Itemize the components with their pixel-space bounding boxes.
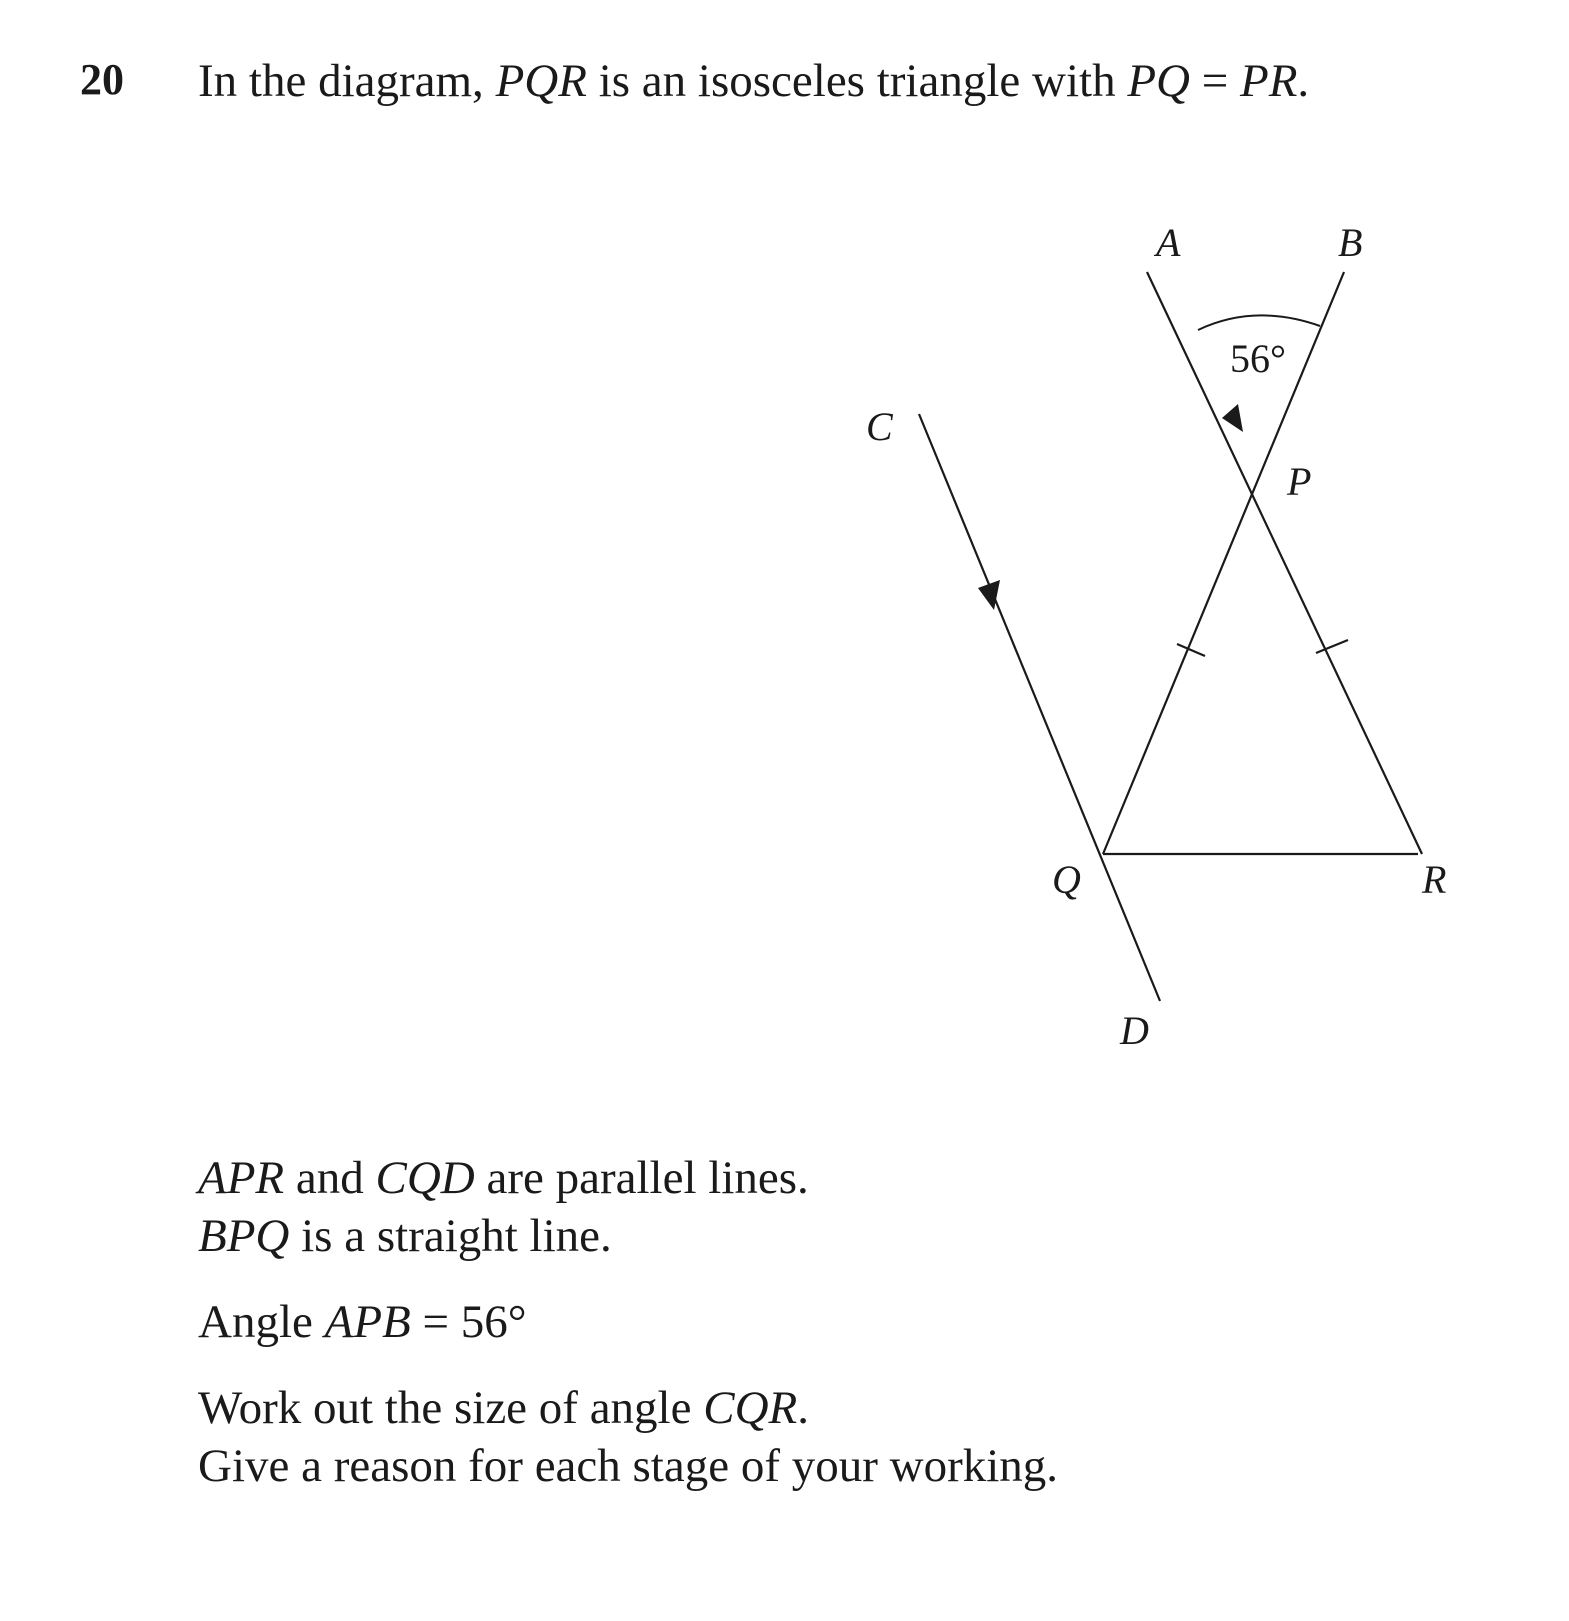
statement-angle-word: Angle — [198, 1296, 325, 1348]
statement-cqr: CQR — [703, 1382, 798, 1434]
intro-pq: PQ — [1127, 55, 1190, 107]
parallel-arrow-ap — [1222, 404, 1243, 432]
intro-pr: PR — [1240, 55, 1298, 107]
intro-text-1: In the diagram, — [198, 55, 496, 107]
label-a: A — [1156, 220, 1181, 265]
statement-task-period: . — [797, 1382, 809, 1434]
statement-straight-line — [198, 1210, 612, 1262]
line-cqd — [919, 414, 1160, 1001]
label-q: Q — [1052, 857, 1081, 902]
intro-equals: = — [1189, 55, 1240, 107]
label-d: D — [1120, 1008, 1149, 1053]
statement-cqd: CQD — [375, 1152, 475, 1204]
statement-apr: APR — [198, 1152, 285, 1204]
statement-parallel-lines — [198, 1152, 809, 1204]
intro-text-2: is an isosceles triangle with — [586, 55, 1128, 107]
question-number: 20 — [80, 55, 124, 104]
tick-mark-pq — [1177, 644, 1205, 656]
label-c: C — [866, 404, 893, 449]
statement-straight-text: is a straight line. — [289, 1210, 612, 1262]
statement-and: and — [284, 1152, 376, 1204]
statement-bpq: BPQ — [198, 1210, 290, 1262]
statement-reason-text: Give a reason for each stage of your working. — [198, 1440, 1059, 1492]
statement-angle-value: = 56° — [410, 1296, 527, 1348]
statement-parallel-text: are parallel lines. — [474, 1152, 809, 1204]
intro-triangle-pqr: PQR — [495, 55, 587, 107]
label-r: R — [1422, 857, 1447, 902]
angle-label-56: 56° — [1230, 336, 1286, 381]
line-bpq — [1103, 272, 1344, 854]
statement-angle-apb — [198, 1296, 527, 1348]
label-p: P — [1287, 459, 1312, 504]
angle-arc-apb — [1198, 315, 1320, 330]
statement-apb: APB — [324, 1296, 411, 1348]
label-b: B — [1338, 220, 1363, 265]
statement-task-text: Work out the size of angle — [198, 1382, 704, 1434]
statement-task — [198, 1382, 809, 1434]
statement-reason — [198, 1440, 1059, 1492]
intro-period: . — [1297, 55, 1310, 107]
